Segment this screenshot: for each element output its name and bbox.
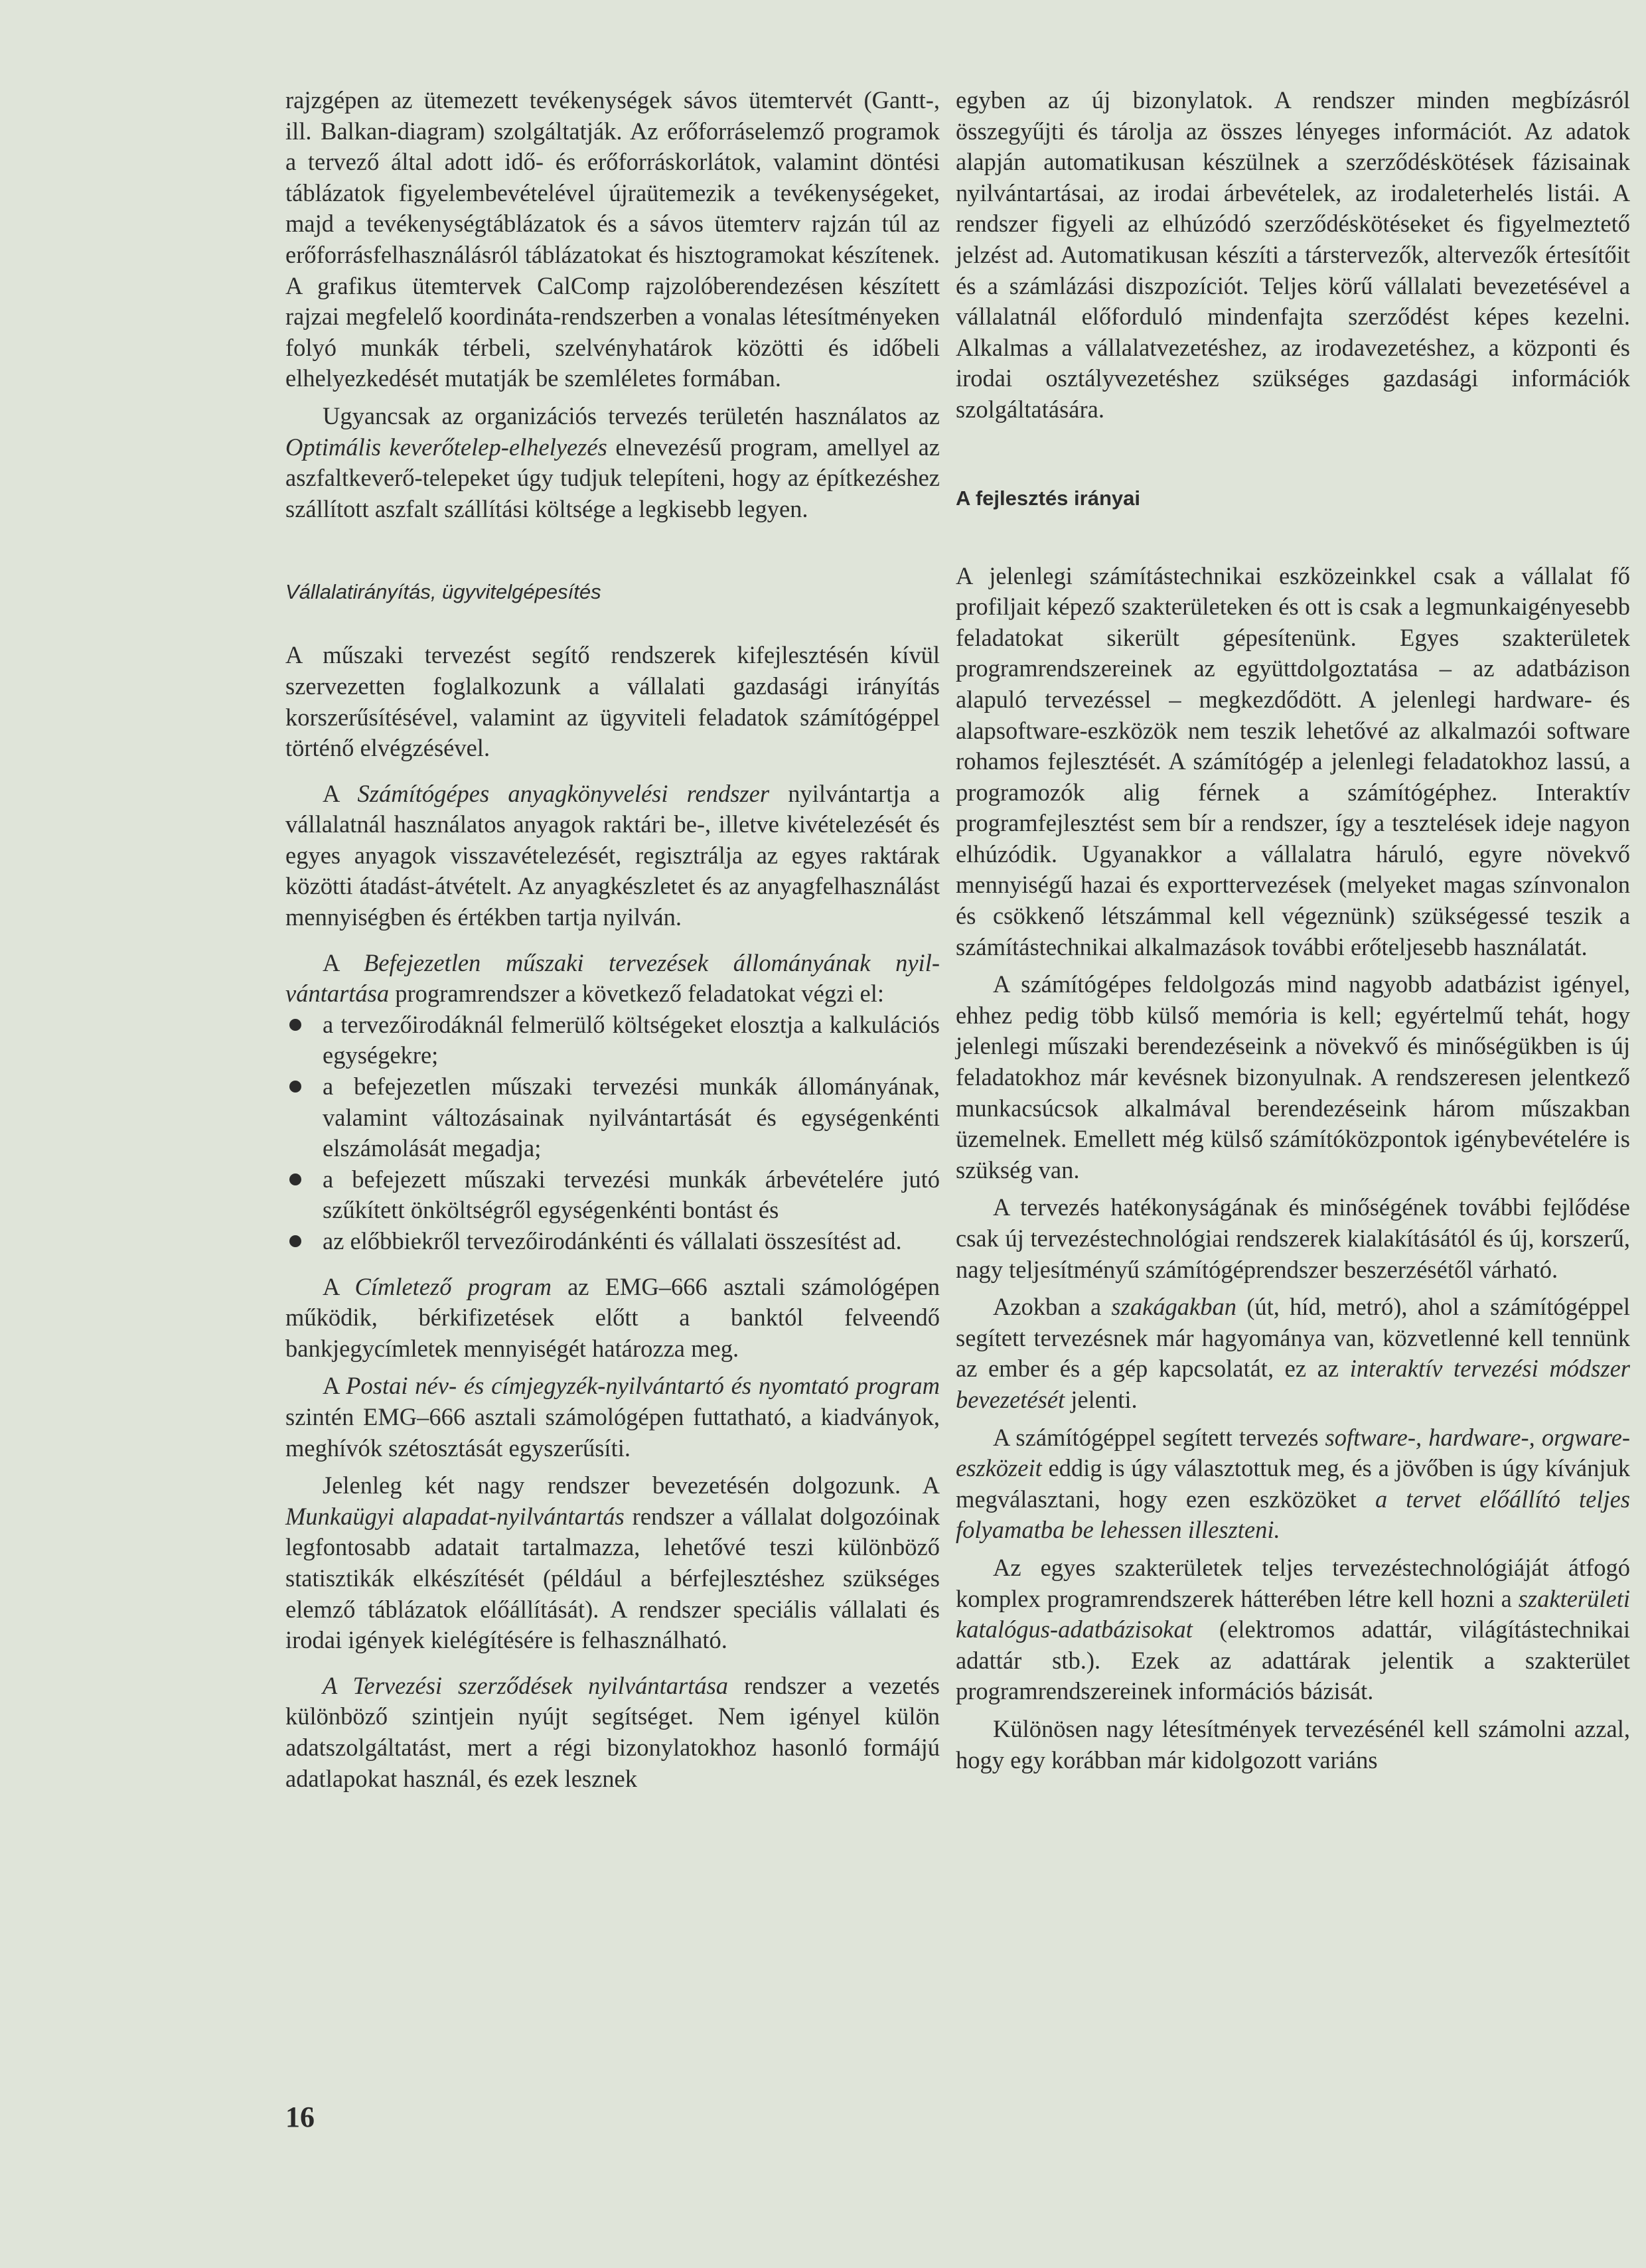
program-name: Számítógépes anyagkönyvelési rendszer xyxy=(357,779,770,807)
bullet-list xyxy=(285,1010,940,1257)
bullet-icon xyxy=(289,1235,301,1247)
program-name: Befejezetlen műszaki tervezések állományának nyilvántartása xyxy=(285,948,940,1008)
program-name: A Tervezési szerződések nyilvántartása xyxy=(323,1671,729,1699)
paragraph: Ugyancsak az organizációs tervezés területén használatos az Optimális keverőtelep-elhelyezés elnevezésű program, amellyel az aszfaltkeverő-telepeket úgy tudjuk telepíteni, hogy az építkezéshez szállított aszfalt szállítási költsége a legkisebb legyen. xyxy=(285,402,940,522)
emphasis: software-, hardware-, orgware-eszközeit xyxy=(956,1423,1630,1482)
list-item: az előbbiekről tervezőirodánkénti és vállalati összesítést ad. xyxy=(285,1226,940,1257)
bullet-icon xyxy=(289,1173,301,1185)
section-heading: Vállalatirányítás, ügyvitelgépesítés xyxy=(285,580,601,604)
paragraph: Különösen nagy létesítmények tervezésénél kell számolni azzal, hogy egy korábban már kidolgozott variáns xyxy=(956,1714,1630,1774)
program-name: Munkaügyi alapadat-nyilvántartás xyxy=(285,1502,625,1530)
paragraph: Az egyes szakterületek teljes tervezéstechnológiáját átfogó komplex programrendszerek hátterében létre kell hozni a szakterületi katalógus-adatbázisokat (elektromos adattár, világítástechnikai adattár stb.). Ezek az adattárak jelentik a szakterület programrendszereinek információs bázisát. xyxy=(956,1553,1630,1705)
program-name: Címletező program xyxy=(354,1272,552,1300)
paragraph: rajzgépen az ütemezett tevékenységek sávos ütemtervét (Gantt-, ill. Balkan-diagram) szolgáltatják. Az erőforráselemző programok a tervező által adott idő- és erőforráskorlátok, valamint döntési táblázatok figyelembevételével újraütemezik a tevékenységeket, majd a tevékenységtáblázatok és a sávos ütemterv rajzán túl az erőforrásfelhasználásról táblázatokat és hisztogramokat készítenek. A grafikus ütemtervek CalComp rajzolóberendezésen készített rajzai megfelelő koordináta-rendszerben a vonalas létesítményeken folyó munkák térbeli, szelvényhatárok közötti és időbeli elhelyezkedését mutatják be szemléletes formában. xyxy=(285,86,940,392)
paragraph: egyben az új bizonylatok. A rendszer minden megbízásról összegyűjti és tárolja az összes lényeges információt. Az adatok alapján automatikusan készülnek a szerződéskötések fázisainak nyilvántartásai, az irodai árbevételek, az irodaleterhelés listái. A rendszer figyeli az elhúzódó szerződéskötéseket és figyelmeztető jelzést ad. Automatikusan készíti a társtervezők, altervezők értesítőit és a számlázási diszpozíciót. Teljes körű vállalati bevezetésével a vállalatnál előforduló mindenfajta szerződést képes kezelni. Alkalmas a vállalatvezetéshez, az irodavezetéshez, a központi és irodai osztályvezetéshez szükséges gazdasági információk szolgáltatására. xyxy=(956,86,1630,423)
right-column xyxy=(956,85,1630,1776)
bullet-icon xyxy=(289,1081,301,1093)
page-number: 16 xyxy=(285,2101,315,2133)
program-name: Postai név- és címjegyzék-nyilvántartó és nyomtató program xyxy=(346,1372,940,1400)
bullet-icon xyxy=(289,1019,301,1031)
program-name: Optimális keverőtelep-elhelyezés xyxy=(285,433,607,461)
paragraph: A műszaki tervezést segítő rendszerek kifejlesztésén kívül szervezetten foglalkozunk a vállalati gazdasági irányítás korszerűsítésével, valamint az ügyviteli feladatok számítógéppel történő elvégzésével. xyxy=(285,641,940,762)
paragraph: Jelenleg két nagy rendszer bevezetésén dolgozunk. A Munkaügyi alapadat-nyilvántartás rendszer a vállalat dolgozóinak legfontosabb adatait tartalmazza, lehetővé teszi különböző statisztikák elkészítését (például a bérfejlesztéshez szükséges elemző táblázatok előállítását). A rendszer speciális vállalati és irodai igények kielégítésére is felhasználható. xyxy=(285,1472,940,1654)
left-column xyxy=(285,85,940,1794)
paragraph: A Tervezési szerződések nyilvántartása rendszer a vezetés különböző szintjein nyújt segítséget. Nem igényel külön adatszolgáltatást, mert a régi bizonylatokhoz hasonló formájú adatlapokat használ, és ezek lesznek xyxy=(285,1671,940,1792)
list-item: a befejezett műszaki tervezési munkák árbevételére jutó szűkített önköltségről egységenkénti bontást és xyxy=(285,1164,940,1226)
paragraph: A számítógéppel segített tervezés software-, hardware-, orgware-eszközeit eddig is úgy választottuk meg, és a jövőben is úgy kívánjuk megválasztani, hogy ezen eszközöket a tervet előállító teljes folyamatba be lehessen illeszteni. xyxy=(956,1423,1630,1544)
paragraph: A jelenlegi számítástechnikai eszközeinkkel csak a vállalat fő profiljait képező szakterületeken és ott is csak a legmunkaigényesebb feladatokat sikerült gépesítenünk. Egyes szakterületek programrendszereinek az együttdolgoztatása – az adatbázison alapuló tervezéssel – megkezdődött. A jelenlegi hardware- és alapsoftware-eszközök nem teszik lehetővé az alkalmazói software rohamos fejlesztését. A számítógép a jelenlegi feladatokhoz lassú, a programozók alig férnek a számítógéphez. Interaktív programfejlesztést sem bír a rendszer, így a tesztelések ideje nagyon elhúzódik. Ugyanakkor a vállalatra háruló, egyre növekvő mennyiségű hazai és exporttervezések (melyeket magas színvonalon és csökkenő létszámmal kell végeznünk) szükségessé teszik a számítástechnikai alkalmazások további erőteljesebb használatát. xyxy=(956,562,1630,960)
section-heading: A fejlesztés irányai xyxy=(956,486,1140,510)
paragraph: A Számítógépes anyagkönyvelési rendszer nyilvántartja a vállalatnál használatos anyagok raktári be-, illetve kivételezését és egyes anyagok visszavételezését, regisztrálja az egyes raktárak közötti átadást-átvételt. Az anyagkészletet és az anyagfelhasználást mennyiségben és értékben tartja nyilván. xyxy=(285,779,940,931)
paragraph: A tervezés hatékonyságának és minőségének további fejlődése csak új tervezéstechnológiai rendszerek kialakításától és új, korszerű, nagy teljesítményű számítógéprendszer beszerzésétől várható. xyxy=(956,1193,1630,1283)
paragraph: A Postai név- és címjegyzék-nyilvántartó és nyomtató program szintén EMG–666 asztali számológépen futtatható, a kiadványok, meghívók szétosztását egyszerűsíti. xyxy=(285,1372,940,1462)
paragraph: Azokban a szakágakban (út, híd, metró), ahol a számítógéppel segített tervezésnek már hagyománya van, közvetlenné kell tennünk az ember és a gép kapcsolatát, ez az interaktív tervezési módszer bevezetését jelenti. xyxy=(956,1293,1630,1413)
paragraph: A Címletező program az EMG–666 asztali számológépen működik, bérkifizetések előtt a banktól felveendő bankjegycímletek mennyiségét határozza meg. xyxy=(285,1272,940,1362)
list-item: a tervezőirodáknál felmerülő költségeket elosztja a kalkulációs egységekre; xyxy=(285,1010,940,1071)
emphasis: interaktív tervezési módszer bevezetését xyxy=(956,1355,1630,1413)
emphasis: a tervet előállító teljes folyamatba be lehessen illeszteni. xyxy=(956,1485,1630,1544)
paragraph: A Befejezetlen műszaki tervezések állományának nyilvántartása programrendszer a következő feladatokat végzi el: xyxy=(285,948,940,1008)
paragraph: A számítógépes feldolgozás mind nagyobb adatbázist igényel, ehhez pedig több külső memória is kell; egyértelmű tehát, hogy jelenlegi műszaki berendezéseink a növekvő és minőségükben is új feladatokhoz már kevésnek bizonyulnak. A rendszeresen jelentkező munkacsúcsok alkalmával berendezéseink három műszakban üzemelnek. Emellett még külső számítóközpontok igénybevételére is szükség van. xyxy=(956,970,1630,1183)
list-item: a befejezetlen műszaki tervezési munkák állományának, valamint változásainak nyilvántartását és egységenkénti elszámolását megadja; xyxy=(285,1071,940,1164)
emphasis: szakterületi katalógus-adatbázisokat xyxy=(956,1584,1630,1643)
emphasis: szakágakban xyxy=(1111,1293,1236,1321)
